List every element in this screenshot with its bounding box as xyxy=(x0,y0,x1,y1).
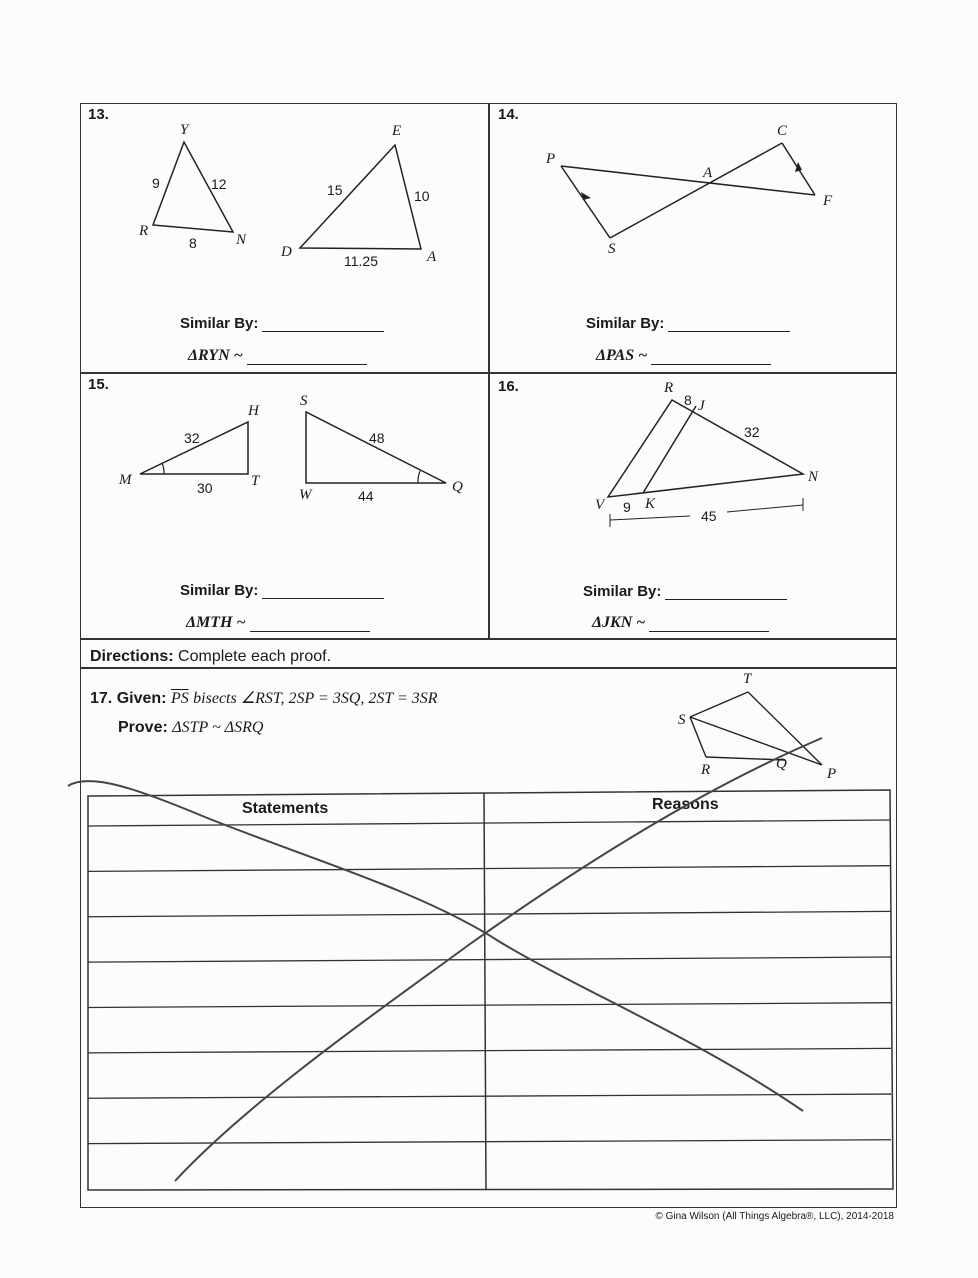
prove-label: Prove: xyxy=(118,719,168,736)
vertex-n: N xyxy=(236,232,247,248)
similar-by-label: Similar By: xyxy=(180,582,259,599)
side-mh: 32 xyxy=(184,430,200,446)
triangle-label: ΔPAS ~ xyxy=(596,347,648,364)
side-de: 15 xyxy=(327,182,343,198)
side-jn: 32 xyxy=(744,424,760,440)
vertex-d: D xyxy=(281,244,292,260)
vertex-r: R xyxy=(701,762,711,778)
given-text: bisects ∠RST, 2SP = 3SQ, 2ST = 3SR xyxy=(193,690,438,707)
vertex-s: S xyxy=(300,393,308,409)
directions-label: Directions: xyxy=(90,648,174,665)
vertex-t: T xyxy=(743,671,752,687)
vertex-a: A xyxy=(703,165,713,181)
side-rn: 8 xyxy=(189,235,197,251)
side-vn: 45 xyxy=(701,508,717,524)
side-rj: 8 xyxy=(684,392,692,408)
vertex-q: Q xyxy=(452,479,463,495)
side-vk: 9 xyxy=(623,499,631,515)
vertex-v: V xyxy=(595,497,605,513)
vertex-f: F xyxy=(823,193,833,209)
vertex-t: T xyxy=(251,473,260,489)
vertex-r: R xyxy=(139,223,149,239)
problem-16-number: 16. xyxy=(498,378,519,395)
statements-header: Statements xyxy=(242,800,329,817)
prove-text: ΔSTP ~ ΔSRQ xyxy=(172,719,264,736)
side-ea: 10 xyxy=(414,188,430,204)
vertex-c: C xyxy=(777,123,788,139)
vertex-e: E xyxy=(392,123,402,139)
directions-text: Complete each proof. xyxy=(178,648,332,665)
vertex-a: A xyxy=(427,249,437,265)
problem-14-number: 14. xyxy=(498,106,519,123)
side-da: 11.25 xyxy=(344,253,378,269)
triangle-label: ΔRYN ~ xyxy=(188,347,243,364)
vertex-p: P xyxy=(546,151,556,167)
side-mt: 30 xyxy=(197,480,213,496)
vertex-n: N xyxy=(808,469,819,485)
vertex-r: R xyxy=(664,380,674,396)
side-sq: 48 xyxy=(369,430,385,446)
vertex-k: K xyxy=(645,496,656,512)
triangle-label: ΔJKN ~ xyxy=(592,614,646,631)
given-segment: $\overline{PS}$ xyxy=(170,690,189,707)
vertex-p: P xyxy=(827,766,837,782)
cross-stroke-1 xyxy=(68,781,803,1111)
vertex-y: Y xyxy=(180,122,189,138)
given-label: 17. Given: xyxy=(90,690,167,707)
similar-by-label: Similar By: xyxy=(180,315,259,332)
problem-13-number: 13. xyxy=(88,106,109,123)
cross-stroke-2 xyxy=(175,738,822,1181)
side-wq: 44 xyxy=(358,488,374,504)
side-ry: 9 xyxy=(152,175,160,191)
vertex-s: S xyxy=(608,241,616,257)
vertex-j: J xyxy=(698,398,705,414)
copyright: © Gina Wilson (All Things Algebra®, LLC), 2014-2018 xyxy=(655,1211,894,1222)
vertex-s: S xyxy=(678,712,686,728)
similar-by-label: Similar By: xyxy=(586,315,665,332)
vertex-w: W xyxy=(299,487,312,503)
side-yn: 12 xyxy=(211,176,227,192)
problem-15-number: 15. xyxy=(88,376,109,393)
similar-by-label: Similar By: xyxy=(583,583,662,600)
reasons-header: Reasons xyxy=(652,796,719,813)
vertex-h: H xyxy=(248,403,259,419)
triangle-label: ΔMTH ~ xyxy=(186,614,246,631)
vertex-m: M xyxy=(119,472,132,488)
vertex-q: Q xyxy=(776,756,787,772)
